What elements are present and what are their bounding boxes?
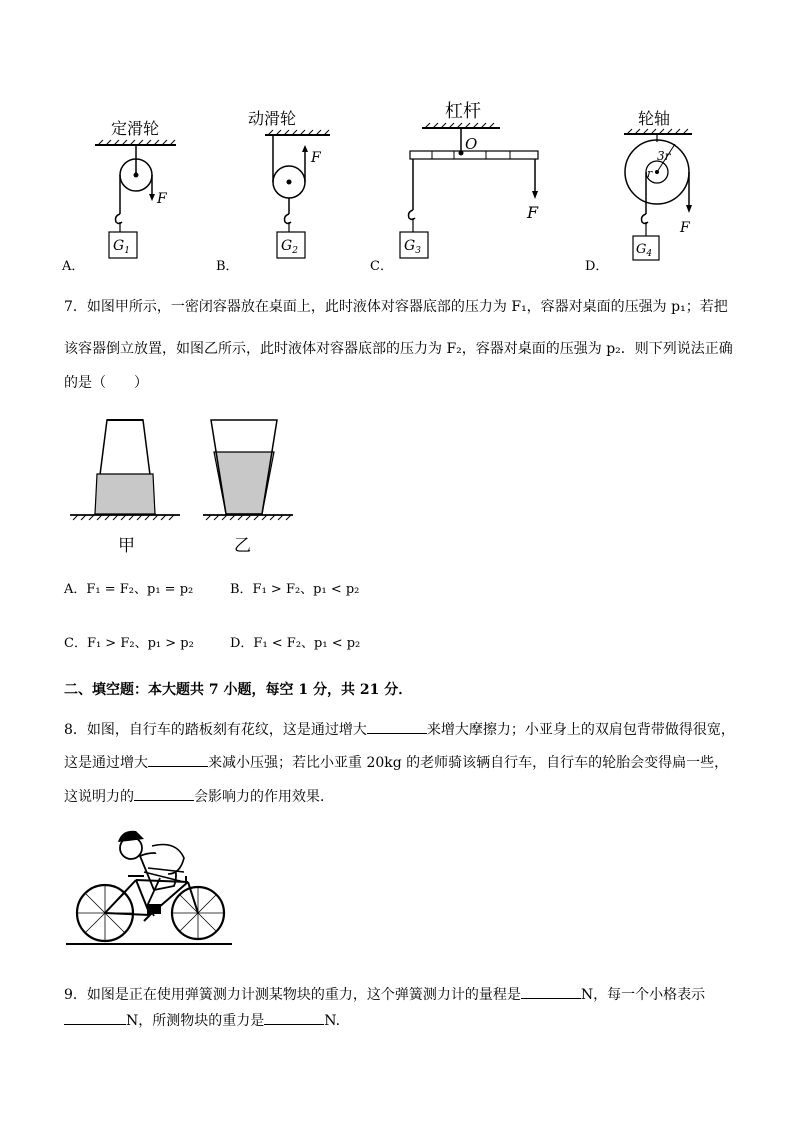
figure-d-inner-radius: r bbox=[647, 167, 653, 180]
container-jia bbox=[70, 420, 180, 556]
q8-blank-1[interactable] bbox=[367, 719, 427, 734]
q9-line-2 bbox=[64, 1010, 340, 1031]
q7-option-d[interactable]: D．F₁ < F₂、p₁ < p₂ bbox=[230, 636, 361, 651]
q9-blank-division[interactable] bbox=[64, 1010, 126, 1025]
q9-text-1a: 9．如图是正在使用弹簧测力计测某物块的重力，这个弹簧测力计的量程是 bbox=[64, 987, 521, 1003]
q9-text-2a: N，所测物块的重力是 bbox=[126, 1013, 265, 1029]
figure-lever bbox=[370, 101, 539, 274]
figure-a-title: 定滑轮 bbox=[111, 119, 160, 138]
figure-c-force: F bbox=[527, 203, 539, 222]
q6-figures bbox=[0, 95, 794, 275]
q8-text-2b: 来减小压强；若比小亚重 20kg 的老师骑该辆自行车，自行车的轮胎会变得扁一些， bbox=[208, 755, 729, 771]
cyclist-illustration bbox=[60, 826, 240, 951]
figure-wheel-axle bbox=[585, 109, 692, 274]
figure-b-letter: B． bbox=[216, 259, 239, 274]
figure-a-force: F bbox=[157, 191, 167, 207]
q7-option-a[interactable]: A．F₁ = F₂、p₁ = p₂ bbox=[64, 582, 194, 597]
svg-text:G1: $G_1$ bbox=[113, 238, 130, 256]
q8-blank-2[interactable] bbox=[148, 752, 208, 767]
q7-containers-figure bbox=[60, 415, 310, 560]
figure-d-title: 轮轴 bbox=[638, 109, 671, 128]
svg-text:G2: $G_2$ bbox=[281, 238, 298, 256]
q8-text-2a: 这是通过增大 bbox=[64, 755, 148, 771]
q9-blank-weight[interactable] bbox=[264, 1010, 324, 1025]
figure-d-outer-radius: 3r bbox=[657, 149, 671, 163]
figure-c-pivot: O bbox=[465, 135, 478, 153]
q8-text-3a: 这说明力的 bbox=[64, 789, 134, 805]
label-jia: 甲 bbox=[118, 536, 135, 556]
q7-line-2: 该容器倒立放置，如图乙所示，此时液体对容器底部的压力为 F₂，容器对桌面的压强为 p₂．则下列说法正确 bbox=[64, 341, 733, 357]
q7-line-1: 7．如图甲所示，一密闭容器放在桌面上，此时液体对容器底部的压力为 F₁，容器对桌面的压强为 p₁；若把 bbox=[64, 299, 728, 315]
q8-text-1a: 8．如图，自行车的踏板刻有花纹，这是通过增大 bbox=[64, 722, 367, 738]
q8-blank-3[interactable] bbox=[134, 786, 194, 801]
figure-c-letter: C． bbox=[370, 259, 393, 274]
svg-text:G3: $G_3$ bbox=[404, 238, 421, 256]
q8-text-3b: 会影响力的作用效果． bbox=[194, 789, 334, 805]
svg-text:G4: $G_4$ bbox=[636, 242, 653, 259]
q7-option-b[interactable]: B．F₁ > F₂、p₁ < p₂ bbox=[230, 582, 360, 597]
label-yi: 乙 bbox=[234, 536, 251, 556]
q9-blank-range[interactable] bbox=[521, 984, 581, 999]
q7-line-3: 的是（ ） bbox=[64, 375, 148, 391]
q8-line-2 bbox=[64, 752, 728, 773]
figure-c-title: 杠杆 bbox=[445, 101, 481, 122]
q9-text-1b: N，每一个小格表示 bbox=[580, 987, 706, 1003]
q9-line-1 bbox=[64, 984, 705, 1005]
figure-d-force: F bbox=[680, 220, 690, 236]
q9-text-2b: N. bbox=[324, 1013, 341, 1029]
q8-text-1b: 来增大摩擦力；小亚身上的双肩包背带做得很宽， bbox=[426, 722, 735, 738]
figure-d-letter: D． bbox=[585, 259, 609, 274]
section-2-heading: 二、填空题：本大题共 7 小题，每空 1 分，共 21 分． bbox=[64, 682, 413, 698]
q8-line-1 bbox=[64, 719, 735, 740]
container-yi bbox=[203, 420, 293, 556]
figure-b-title: 动滑轮 bbox=[248, 109, 297, 128]
figure-b-force: F bbox=[311, 150, 321, 166]
q7-option-c[interactable]: C．F₁ > F₂、p₁ > p₂ bbox=[64, 636, 194, 651]
figure-movable-pulley bbox=[216, 109, 330, 274]
figure-a-letter: A． bbox=[62, 259, 85, 274]
figure-fixed-pulley bbox=[61, 119, 176, 274]
q8-line-3 bbox=[64, 786, 334, 807]
